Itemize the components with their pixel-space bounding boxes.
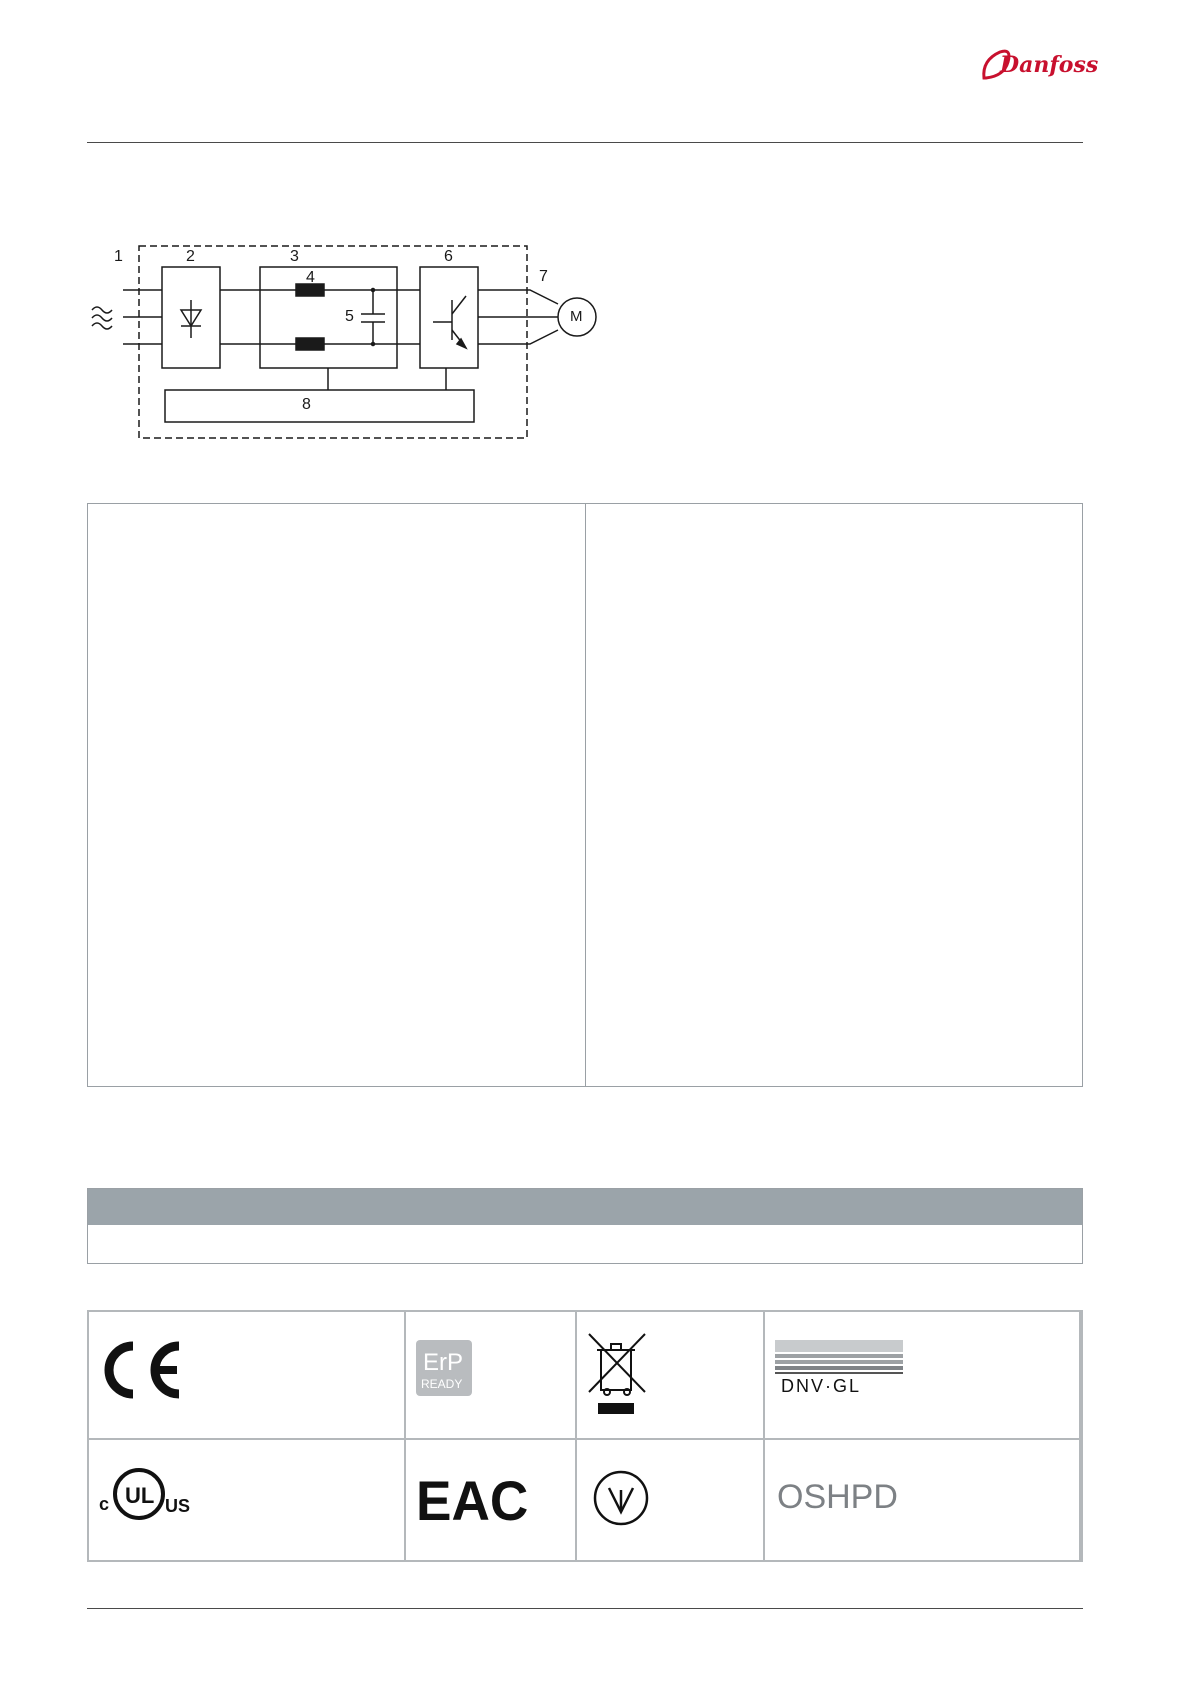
mark-cell [765, 1440, 1081, 1560]
ce-mark-icon [97, 1340, 187, 1400]
footer-rule [87, 1608, 1083, 1609]
svg-text:OSHPD: OSHPD [777, 1478, 898, 1516]
mark-cell [577, 1440, 765, 1560]
label-rectifier: 2 [186, 248, 195, 265]
mark-cell [406, 1312, 577, 1440]
mark-cell [765, 1312, 1081, 1440]
svg-text:EAC: EAC [416, 1469, 529, 1533]
header-rule [87, 142, 1083, 143]
oshpd-mark-icon [775, 1470, 915, 1520]
approvals-table [87, 1188, 1083, 1264]
label-motor-output: 7 [539, 268, 548, 285]
eac-mark-icon [416, 1464, 529, 1534]
danfoss-logo [978, 40, 1099, 86]
mark-cell [89, 1312, 406, 1440]
drive-block-diagram [80, 238, 620, 448]
mark-cell [577, 1312, 765, 1440]
control-block [165, 390, 474, 422]
legend-column-right [585, 504, 1083, 1086]
capacitor-icon [361, 289, 385, 346]
svg-text:US: US [165, 1496, 191, 1516]
igbt-icon [433, 296, 466, 348]
drive-enclosure-outline [139, 246, 527, 438]
inverter-block [420, 267, 478, 368]
label-dc-link: 3 [290, 248, 299, 265]
label-mains-input: 1 [114, 248, 123, 265]
svg-text:READY: READY [421, 1377, 463, 1391]
svg-text:c: c [99, 1494, 110, 1514]
ukrsepro-mark-icon [591, 1468, 651, 1528]
svg-text:DNV·GL: DNV·GL [781, 1376, 862, 1396]
approvals-table-header [88, 1189, 1082, 1225]
mark-cell [406, 1440, 577, 1560]
motor-symbol: M [570, 308, 583, 325]
diode-icon [181, 300, 201, 338]
legend-column-left [88, 504, 585, 1086]
mark-cell [89, 1440, 406, 1560]
svg-text:UL: UL [125, 1483, 155, 1508]
ac-supply-icon [92, 307, 112, 313]
logo-text: Danfoss [1000, 52, 1099, 78]
label-capacitor: 5 [345, 308, 354, 325]
dc-coil-bottom [296, 338, 324, 350]
dnv-gl-mark-icon [775, 1340, 905, 1400]
dc-link-block [260, 267, 397, 368]
label-dc-coil: 4 [306, 269, 315, 286]
erp-ready-mark-icon [416, 1340, 472, 1396]
svg-text:ErP: ErP [423, 1349, 464, 1376]
compliance-marks-grid [87, 1310, 1083, 1562]
weee-bin-icon [587, 1332, 647, 1422]
label-inverter: 6 [444, 248, 453, 265]
label-control-circuit: 8 [302, 396, 311, 413]
ul-mark-icon [97, 1458, 197, 1528]
diagram-legend-table [87, 503, 1083, 1087]
